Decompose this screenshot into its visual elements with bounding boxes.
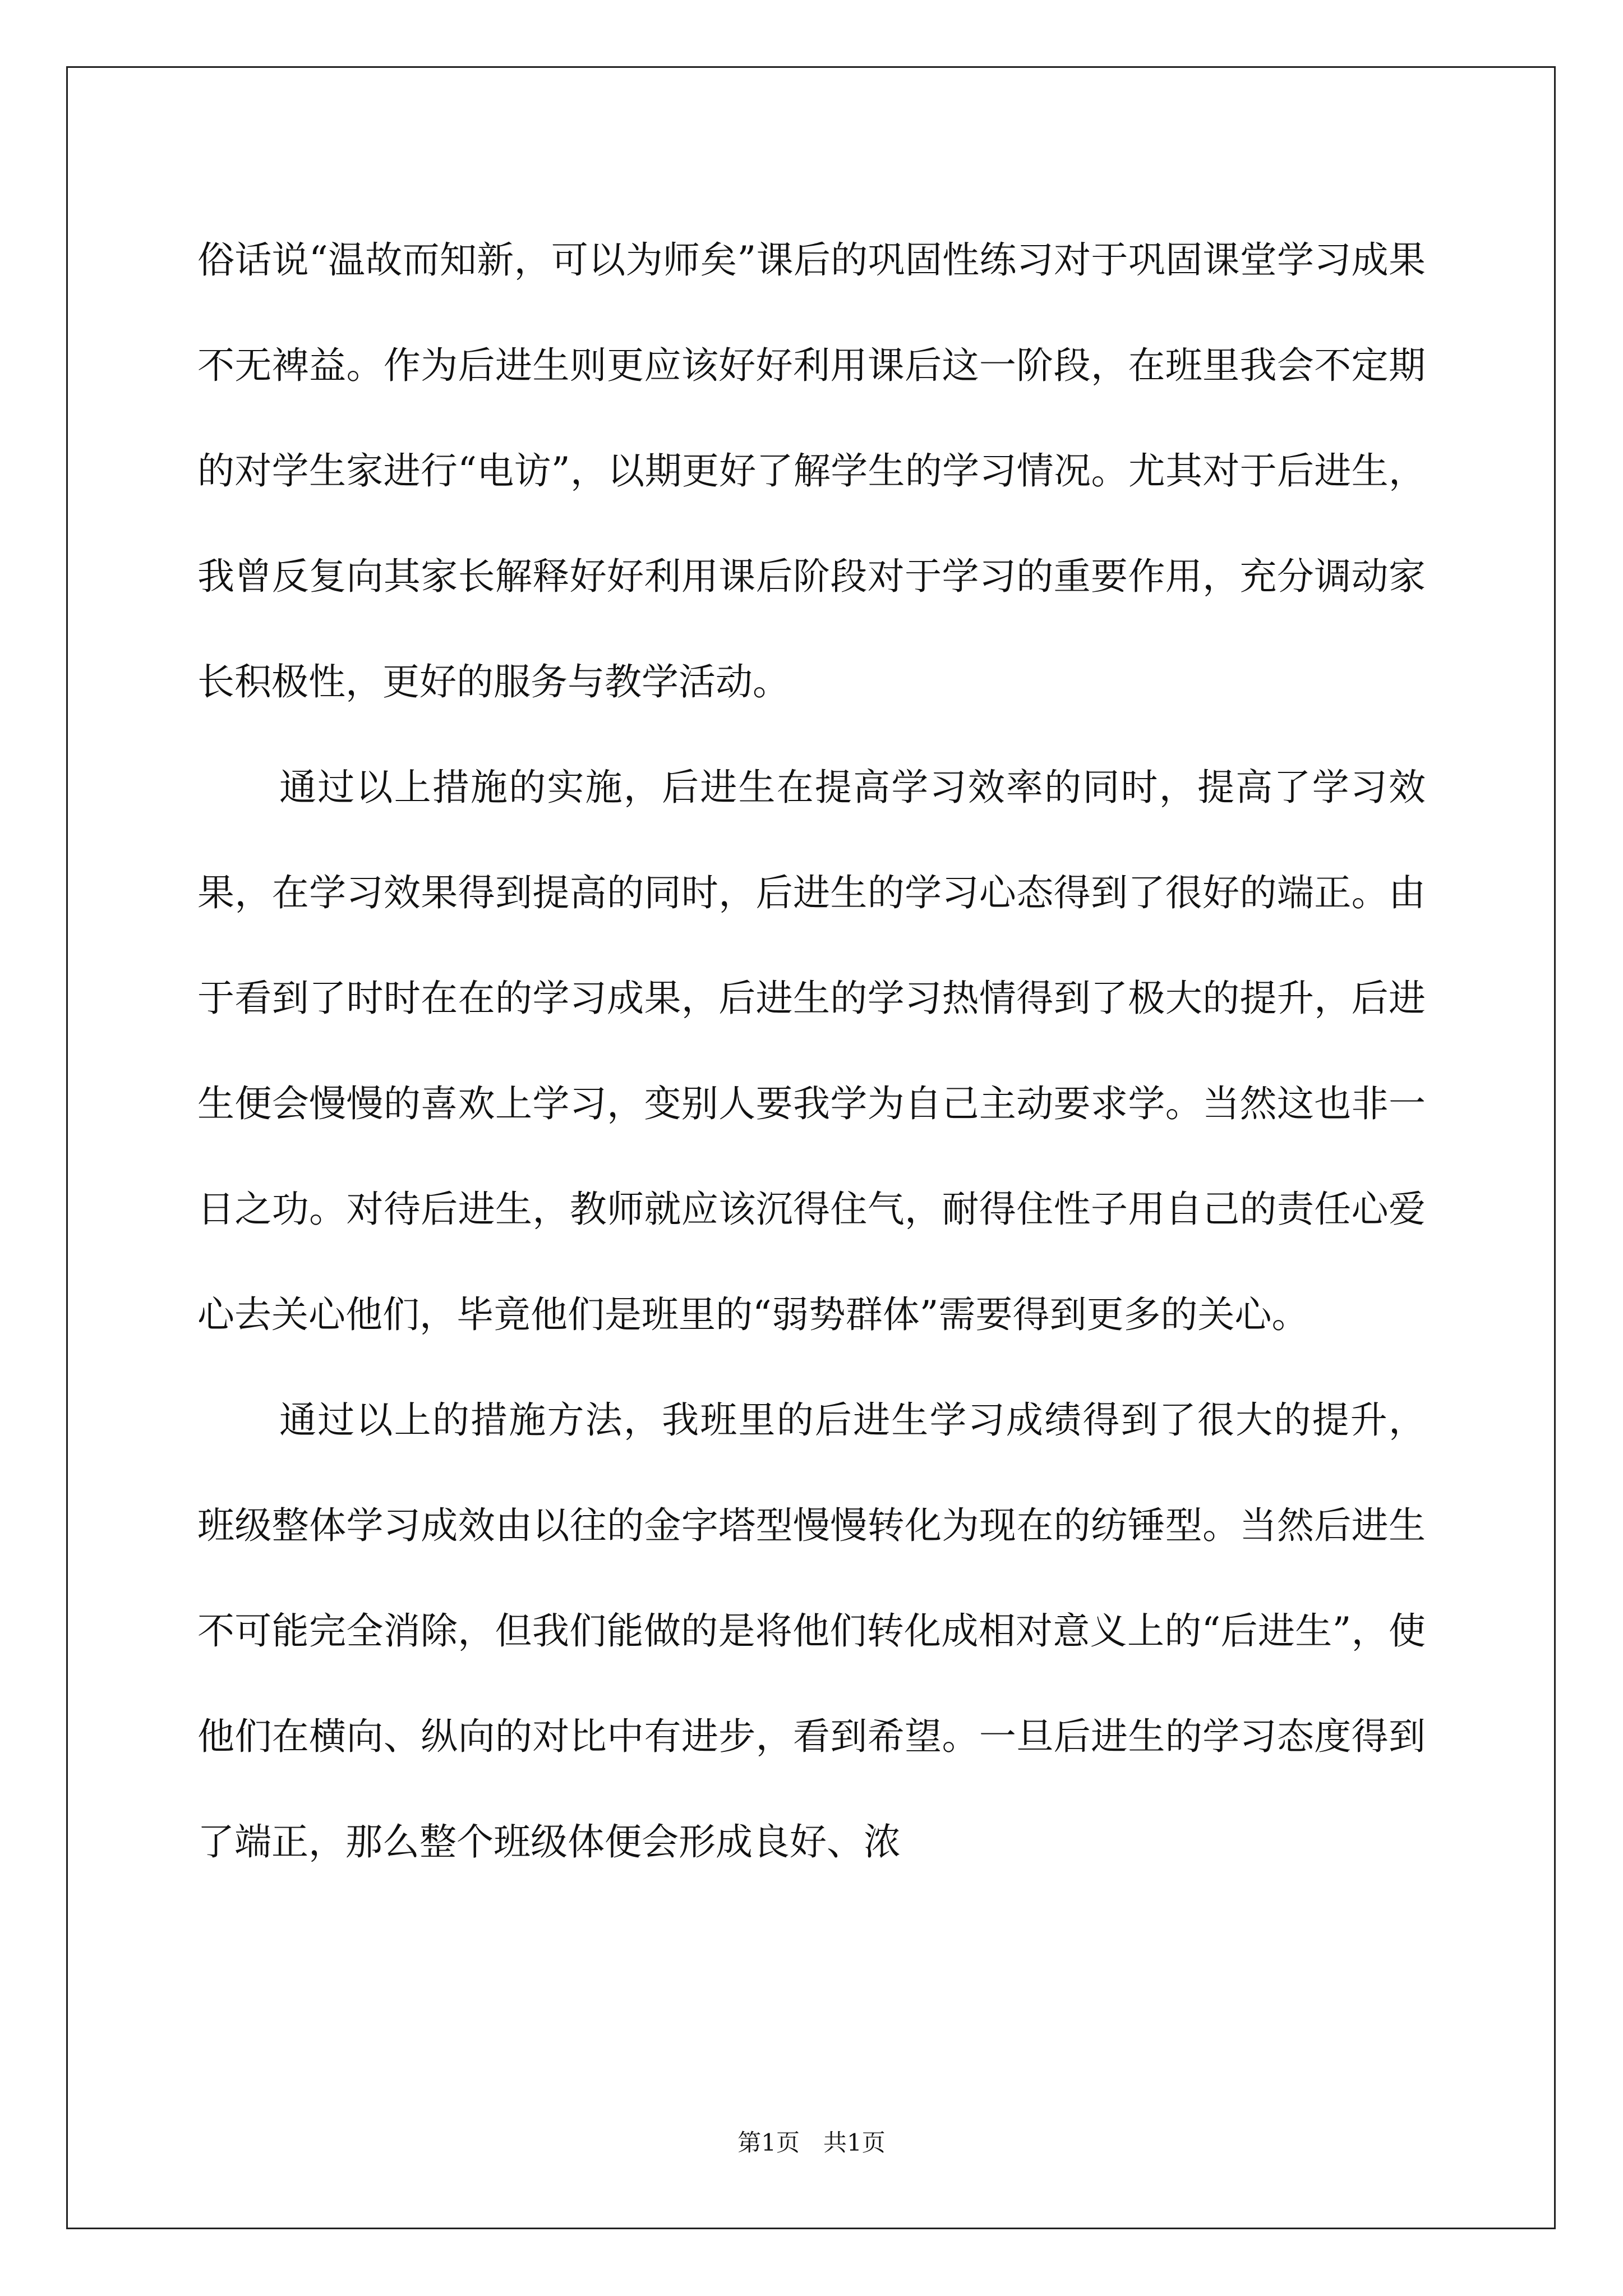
paragraph-3: 通过以上的措施方法，我班里的后进生学习成绩得到了很大的提升，班级整体学习成效由以往的金字塔型慢慢转化为现在的纺锤型。当然后进生不可能完全消除，但我们能做的是将他们转化成相对意义上的“后进生”，使他们在横向、纵向的对比中有进步，看到希望。一旦后进生的学习态度得到了端正，那么整个班级体便会形成良好、浓 [197, 1398, 1426, 1864]
paragraph-2: 通过以上措施的实施，后进生在提高学习效率的同时，提高了学习效果，在学习效果得到提高的同时，后进生的学习心态得到了很好的端正。由于看到了时时在在的学习成果，后进生的学习热情得到了极大的提升，后进生便会慢慢的喜欢上学习，变别人要我学为自己主动要求学。当然这也非一日之功。对待后进生，教师就应该沉得住气，耐得住性子用自己的责任心爱心去关心他们，毕竟他们是班里的“弱势群体”需要得到更多的关心。 [197, 766, 1426, 1336]
paragraph-1: 俗话说“温故而知新，可以为师矣”课后的巩固性练习对于巩固课堂学习成果不无裨益。作为后进生则更应该好好利用课后这一阶段，在班里我会不定期的对学生家进行“电访”，以期更好了解学生的学习情况。尤其对于后进生，我曾反复向其家长解释好好利用课后阶段对于学习的重要作用，充分调动家长积极性，更好的服务与教学活动。 [197, 238, 1426, 703]
page-footer: 第1页 共1页 [737, 2129, 886, 2156]
document-body [197, 208, 1426, 1895]
